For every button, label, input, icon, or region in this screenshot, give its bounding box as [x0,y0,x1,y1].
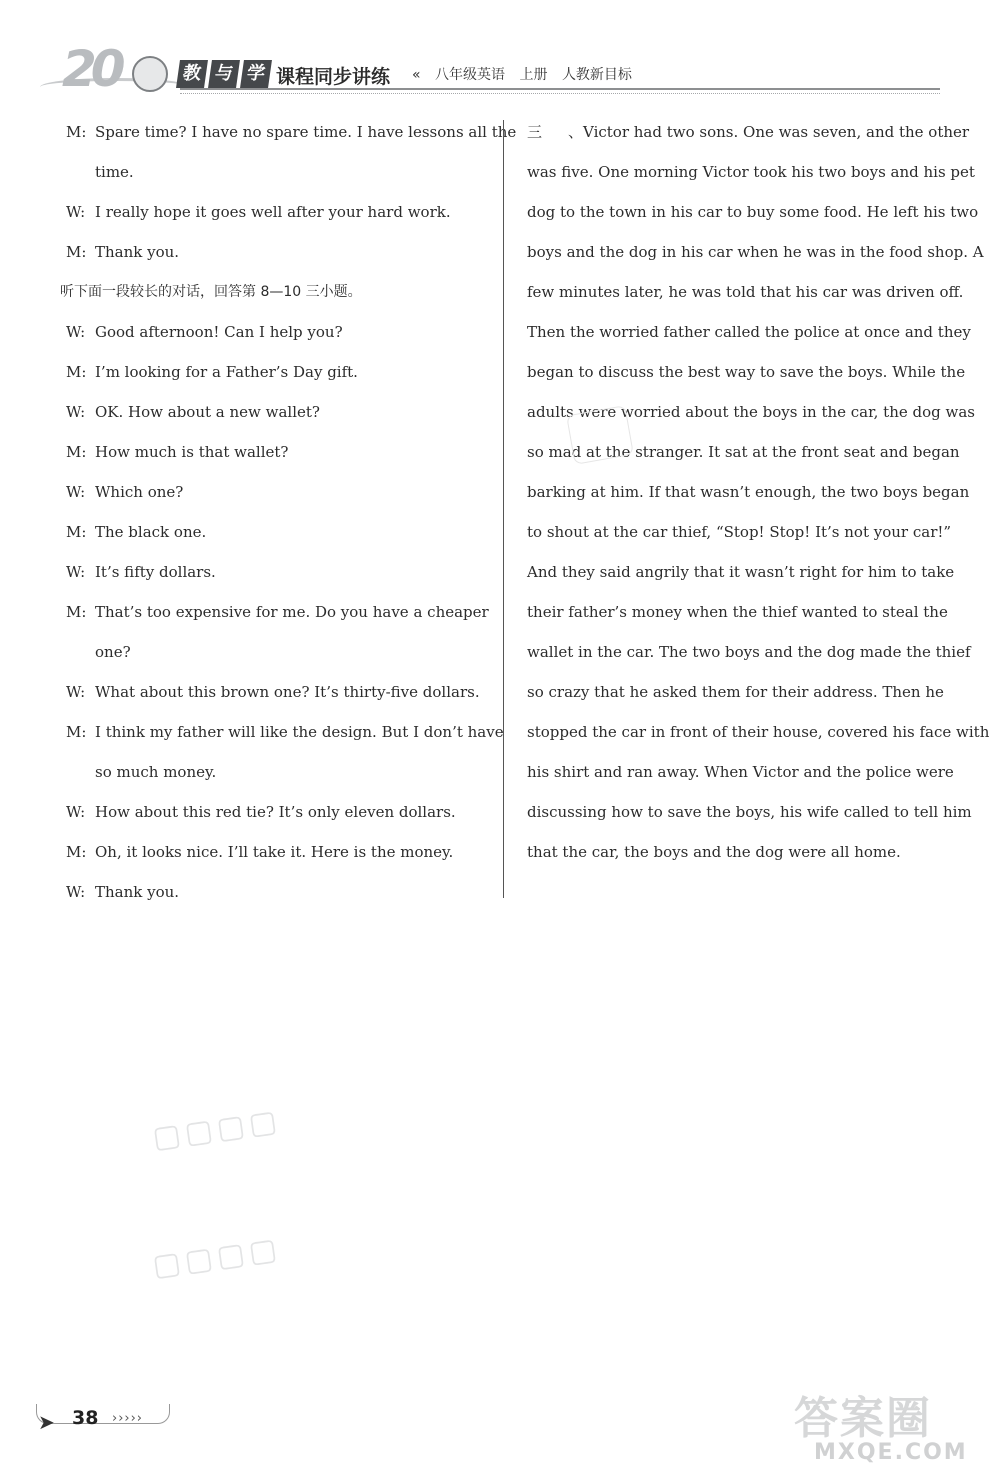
speaker-label: M: [66,243,87,261]
dialogue-line [66,192,484,232]
utterance: OK. How about a new wallet? [95,403,320,421]
utterance-continuation: time. [95,163,134,181]
passage-line: so mad at the stranger. It sat at the front seat and began [527,443,960,461]
watermark-bottom: MXQE.COM [814,1440,968,1465]
dialogue-line [66,592,489,632]
header-rule-dotted [180,93,940,94]
utterance: Spare time? I have no spare time. I have lessons all the [95,123,517,141]
passage-line: few minutes later, he was told that his car was driven off. [527,283,964,301]
brand-char-1: 教 [176,60,208,88]
utterance: What about this brown one? It’s thirty-five dollars. [95,683,480,701]
passage-line: stopped the car in front of their house, covered his face with [527,723,990,741]
passage-line: boys and the dog in his car when he was in the food shop. A [527,243,984,261]
speaker-label: M: [66,363,87,381]
speaker-label: W: [66,323,86,341]
site-watermark [794,1382,984,1467]
dialogue-line [66,432,484,472]
speaker-label: M: [66,123,87,141]
utterance: Thank you. [95,243,180,261]
passage-line: Then the worried father called the police at once and they [527,323,971,341]
passage-line: And they said angrily that it wasn’t right for him to take [527,563,955,581]
brand-title: 课程同步讲练 [276,66,391,88]
passage-line: barking at him. If that wasn’t enough, the two boys began [527,483,970,501]
dialogue-line [66,672,484,712]
speaker-label: W: [66,883,86,901]
passage-line: discussing how to save the boys, his wife called to tell him [527,803,972,821]
arrow-icon: ➤ [38,1410,55,1434]
edition-label: 人教新目标 [561,67,632,83]
utterance: That’s too expensive for me. Do you have a cheaper [95,603,489,621]
passage-line: so crazy that he asked them for their address. Then he [527,683,944,701]
speaker-label: W: [66,563,86,581]
page-number: 38 [72,1407,99,1429]
page-number-frame [36,1404,170,1424]
passage-line: to shout at the car thief, “Stop! Stop! It’s not your car!” [527,523,952,541]
listening-instruction: 听下面一段较长的对话，回答第 8—10 三小题。 [60,284,362,300]
speaker-label: M: [66,443,87,461]
speaker-label: W: [66,803,86,821]
logo-badge-icon [132,56,168,92]
passage-line: his shirt and ran away. When Victor and the police were [527,763,954,781]
utterance: Which one? [95,483,184,501]
watermark-top: 答案圈 [794,1393,932,1444]
speaker-label: W: [66,683,86,701]
dialogue-line [66,872,484,912]
speaker-label: M: [66,723,87,741]
utterance-continuation: one? [95,643,131,661]
speaker-label: M: [66,603,87,621]
left-column [60,112,517,912]
page-dots: ››››› [112,1411,143,1426]
passage [527,112,990,872]
utterance: Oh, it looks nice. I’ll take it. Here is the money. [95,843,454,861]
page-header [40,40,940,100]
brand-char-2: 与 [208,60,240,88]
passage-line: their father’s money when the thief wanted to steal the [527,603,948,621]
dialogue-line [66,472,484,512]
utterance: I’m looking for a Father’s Day gift. [95,363,358,381]
section-number: 三、 [527,123,583,141]
dialogue-line [66,712,504,752]
right-column [527,112,990,872]
volume-label: 上册 [519,67,548,83]
passage-line: that the car, the boys and the dog were all home. [527,843,901,861]
speaker-label: W: [66,403,86,421]
passage-line: dog to the town in his car to buy some food. He left his two [527,203,979,221]
dialogue-line [66,392,484,432]
utterance-continuation: so much money. [95,763,217,781]
dialogue-line [66,112,517,152]
utterance: How much is that wallet? [95,443,289,461]
faint-stamp-mark [566,405,634,465]
dialogue-line [66,792,484,832]
utterance: How about this red tie? It’s only eleven dollars. [95,803,456,821]
utterance: Good afternoon! Can I help you? [95,323,343,341]
dialogue-line [66,552,484,592]
utterance: It’s fifty dollars. [95,563,216,581]
utterance: I really hope it goes well after your hard work. [95,203,451,221]
book-info [412,64,632,84]
speaker-label: W: [66,483,86,501]
faint-stamp-mark: ▢▢▢▢ [150,1103,284,1156]
passage-line: was five. One morning Victor took his two boys and his pet [527,163,975,181]
speaker-label: M: [66,843,87,861]
grade-label: 八年级英语 [435,67,506,83]
speaker-label: M: [66,523,87,541]
dialogue-line [66,512,484,552]
column-divider [503,120,504,898]
passage-line: began to discuss the best way to save the boys. While the [527,363,966,381]
passage-line: adults were worried about the boys in the car, the dog was [527,403,976,421]
brand-char-3: 学 [240,60,272,88]
header-rule [180,88,940,90]
speaker-label: W: [66,203,86,221]
passage-line [527,112,970,152]
utterance: The black one. [95,523,207,541]
passage-line-text: Victor had two sons. One was seven, and the other [583,123,970,141]
utterance: Thank you. [95,883,180,901]
dialogue-line [66,352,484,392]
dialogue-line [66,232,484,272]
utterance: I think my father will like the design. But I don’t have [95,723,504,741]
separator: « [412,67,421,83]
faint-stamp-mark: ▢▢▢▢ [150,1231,284,1284]
logo-number: 20 [62,40,120,98]
passage-line: wallet in the car. The two boys and the dog made the thief [527,643,971,661]
dialogue-line [66,312,484,352]
dialogue-line [66,832,484,872]
